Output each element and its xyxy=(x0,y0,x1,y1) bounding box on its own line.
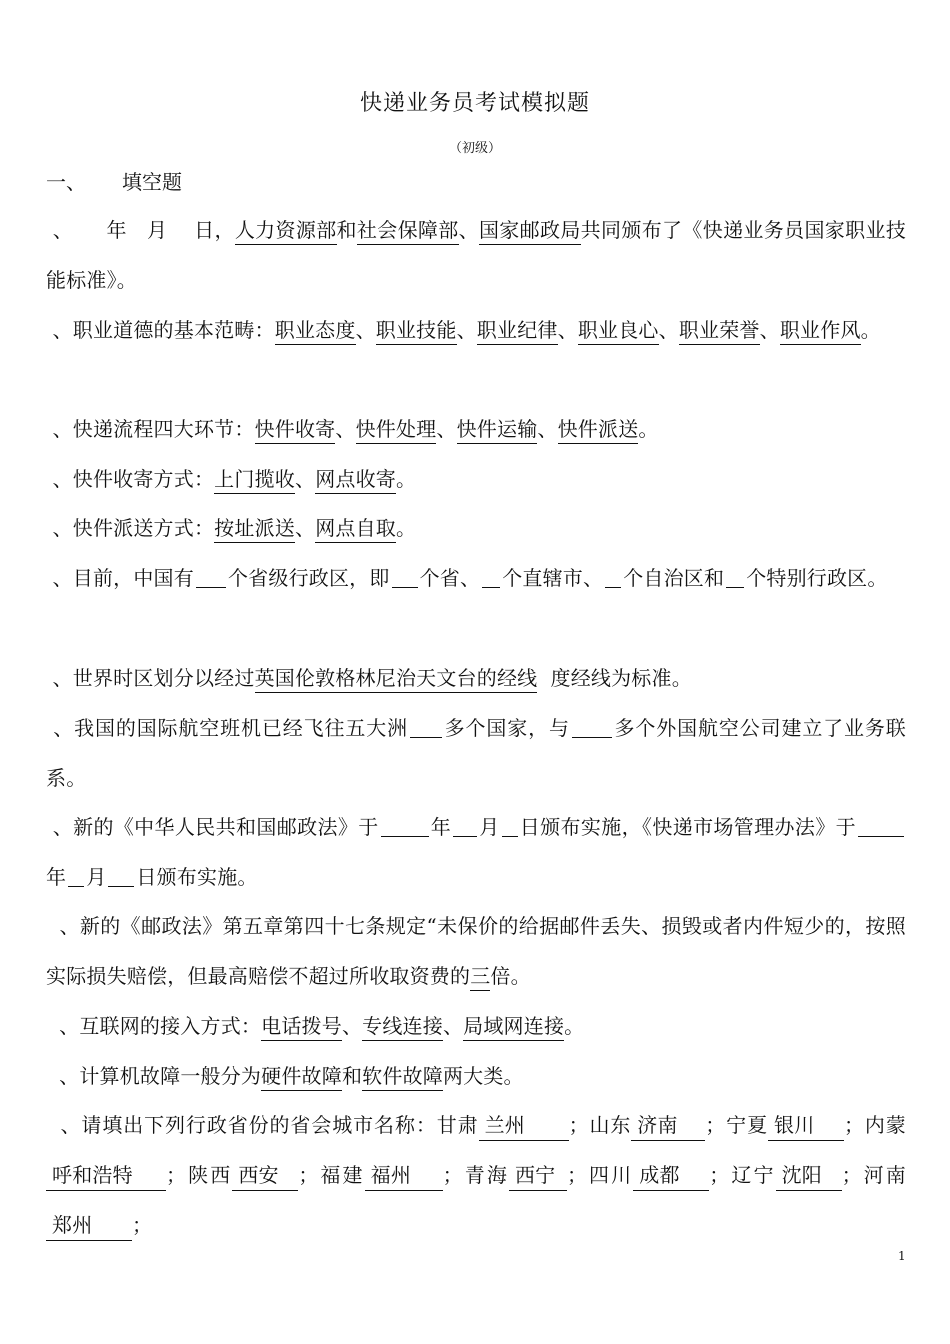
q1-answer-1: 人力资源部 xyxy=(235,218,337,245)
q11-answer: 局域网连接 xyxy=(463,1014,564,1041)
province-name: 河南 xyxy=(861,1163,906,1187)
q10-answer: 三 xyxy=(470,964,490,991)
question-8 xyxy=(46,703,906,803)
q13-prefix: 、请填出下列行政省份的省会城市名称： xyxy=(46,1113,437,1137)
question-4 xyxy=(46,454,906,504)
q7-prefix: 、世界时区划分以经过 xyxy=(46,666,255,690)
separator: 、 xyxy=(537,417,558,441)
capital-answer: 成都 xyxy=(633,1162,709,1191)
q11-prefix: 、互联网的接入方式： xyxy=(46,1014,262,1038)
section-heading xyxy=(46,166,182,195)
q9-text: 月 xyxy=(86,865,107,889)
document-subtitle: （初级） xyxy=(448,141,501,156)
q2-answer: 职业纪律 xyxy=(477,318,558,345)
blank xyxy=(410,715,442,738)
blank xyxy=(453,814,477,837)
end-mark: 。 xyxy=(638,417,659,441)
q1-text: 和 xyxy=(336,218,357,242)
q11-answer: 专线连接 xyxy=(362,1014,443,1041)
q3-answer: 快件派送 xyxy=(558,417,639,444)
q10-text: 倍。 xyxy=(490,964,531,988)
question-1 xyxy=(46,205,906,305)
q7-answer: 英国伦敦格林尼治天文台的经线 xyxy=(255,666,538,693)
blank xyxy=(381,814,429,837)
q2-prefix: 、职业道德的基本范畴： xyxy=(46,318,275,342)
separator: ； xyxy=(566,1163,588,1187)
question-11 xyxy=(46,1001,906,1051)
q6-text: 个特别行政区。 xyxy=(746,566,888,590)
blank xyxy=(196,565,226,588)
separator: 、 xyxy=(436,417,457,441)
q12-text: 两大类。 xyxy=(442,1064,524,1088)
q6-text: 个自治区和 xyxy=(623,566,725,590)
blank xyxy=(502,814,518,837)
question-3 xyxy=(46,404,906,454)
province-name: 福建 xyxy=(318,1163,365,1187)
q8-text: 多个国家，与 xyxy=(443,716,570,740)
q4-prefix: 、快件收寄方式： xyxy=(46,467,215,491)
q12-text: 和 xyxy=(341,1064,363,1088)
end-mark: 。 xyxy=(564,1014,585,1038)
q9-text: 日颁布实施，《快递市场管理办法》于 xyxy=(519,815,856,839)
capital-answer: 银川 xyxy=(768,1112,844,1141)
province-name: 陕西 xyxy=(186,1163,233,1187)
q9-text: 年 xyxy=(46,865,67,889)
q3-answer: 快件收寄 xyxy=(255,417,336,444)
separator: ； xyxy=(132,1213,153,1237)
q5-answer: 按址派送 xyxy=(214,516,295,543)
province-name: 宁夏 xyxy=(725,1113,768,1137)
separator: ； xyxy=(442,1163,463,1187)
separator: 、 xyxy=(759,318,780,342)
separator: 、 xyxy=(557,318,578,342)
separator: ； xyxy=(844,1113,865,1137)
end-mark: 。 xyxy=(396,516,417,540)
document-title: 快递业务员考试模拟题 xyxy=(359,91,590,116)
capital-answer: 西安 xyxy=(232,1162,298,1191)
capital-answer: 呼和浩特 xyxy=(46,1162,166,1191)
question-12 xyxy=(46,1051,906,1101)
question-6 xyxy=(46,553,906,603)
province-name: 辽宁 xyxy=(729,1163,776,1187)
blank xyxy=(482,565,500,588)
blank xyxy=(605,565,621,588)
blank xyxy=(726,565,744,588)
separator: ； xyxy=(166,1163,187,1187)
separator: 、 xyxy=(294,516,316,540)
q10-prefix: 、新的《邮政法》第五章第四十七条规定“未保价的给据邮件丢失、损毁或者内件短少的，按照实际损失赔偿，但最高赔偿不超过所收取资费的 xyxy=(46,914,906,988)
q7-text: 度经线为标准。 xyxy=(537,666,692,690)
question-13 xyxy=(46,1100,906,1250)
q1-prefix: 、 年 月 日， xyxy=(46,218,235,242)
end-mark: 。 xyxy=(860,318,881,342)
q3-answer: 快件处理 xyxy=(356,417,437,444)
capital-answer: 兰州 xyxy=(479,1112,569,1141)
q5-answer: 网点自取 xyxy=(315,516,396,543)
q9-text: 年 xyxy=(430,815,452,839)
question-9 xyxy=(46,802,906,902)
q1-text: 共同颁布了《快递业务员国家职业技能标准》。 xyxy=(46,218,907,292)
q9-text: 月 xyxy=(479,815,500,839)
separator: ； xyxy=(298,1163,319,1187)
q12-prefix: 、计算机故障一般分为 xyxy=(46,1064,262,1088)
q1-text: 、 xyxy=(458,218,479,242)
q4-answer: 网点收寄 xyxy=(315,467,396,494)
blank xyxy=(108,864,134,887)
question-10 xyxy=(46,901,906,1001)
end-mark: 。 xyxy=(396,467,417,491)
q2-answer: 职业荣誉 xyxy=(679,318,760,345)
separator: 、 xyxy=(335,417,356,441)
q5-prefix: 、快件派送方式： xyxy=(46,516,215,540)
page-number: 1 xyxy=(898,1249,906,1263)
separator: 、 xyxy=(341,1014,363,1038)
q1-answer-3: 国家邮政局 xyxy=(479,218,581,245)
q6-text: 个省、 xyxy=(419,566,481,590)
separator: 、 xyxy=(658,318,679,342)
capital-answer: 西宁 xyxy=(509,1162,567,1191)
q3-answer: 快件运输 xyxy=(457,417,538,444)
capital-answer: 济南 xyxy=(631,1112,705,1141)
q2-answer: 职业技能 xyxy=(376,318,457,345)
province-name: 山东 xyxy=(588,1113,632,1137)
province-name: 内蒙 xyxy=(864,1113,907,1137)
q9-text: 、新的《中华人民共和国邮政法》于 xyxy=(46,815,379,839)
q1-answer-2: 社会保障部 xyxy=(357,218,459,245)
separator: 、 xyxy=(294,467,316,491)
separator: ； xyxy=(705,1113,726,1137)
question-5 xyxy=(46,503,906,553)
blank xyxy=(572,715,612,738)
blank xyxy=(858,814,904,837)
separator: 、 xyxy=(355,318,376,342)
section-number: 一、 xyxy=(46,170,86,194)
section-label: 填空题 xyxy=(122,170,182,194)
q3-prefix: 、快递流程四大环节： xyxy=(46,417,255,441)
q6-text: 个省级行政区，即 xyxy=(227,566,390,590)
capital-answer: 沈阳 xyxy=(776,1162,842,1191)
capital-answer: 郑州 xyxy=(46,1212,132,1241)
capital-answer: 福州 xyxy=(365,1162,443,1191)
q6-text: 、目前，中国有 xyxy=(46,566,194,590)
q2-answer: 职业良心 xyxy=(578,318,659,345)
province-name: 青海 xyxy=(462,1163,509,1187)
q4-answer: 上门揽收 xyxy=(214,467,295,494)
q8-text: 多个外国航空公司建立了业务联系。 xyxy=(46,716,906,790)
separator: ； xyxy=(709,1163,730,1187)
q2-answer: 职业态度 xyxy=(275,318,356,345)
separator: ； xyxy=(841,1163,862,1187)
q9-text: 日颁布实施。 xyxy=(136,865,258,889)
question-2 xyxy=(46,305,906,355)
question-7 xyxy=(46,653,906,703)
blank xyxy=(68,864,84,887)
province-name: 四川 xyxy=(587,1163,634,1187)
q12-answer: 硬件故障 xyxy=(261,1064,342,1091)
q8-text: 、我国的国际航空班机已经飞往五大洲 xyxy=(46,716,408,740)
q11-answer: 电话拨号 xyxy=(261,1014,342,1041)
q2-answer: 职业作风 xyxy=(780,318,861,345)
q6-text: 个直辖市、 xyxy=(502,566,604,590)
separator: 、 xyxy=(442,1014,464,1038)
q12-answer: 软件故障 xyxy=(362,1064,443,1091)
province-name: 甘肃 xyxy=(436,1113,479,1137)
separator: ； xyxy=(568,1113,589,1137)
blank xyxy=(392,565,418,588)
separator: 、 xyxy=(456,318,477,342)
